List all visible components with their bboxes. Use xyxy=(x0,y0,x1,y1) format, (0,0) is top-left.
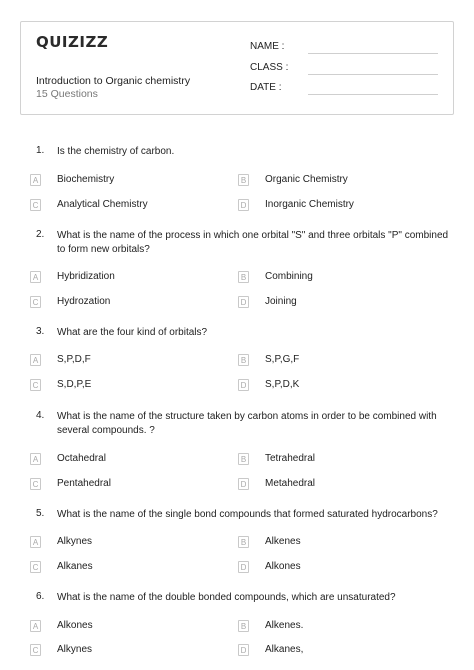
option-text: Octahedral xyxy=(57,453,106,464)
option-letter: B xyxy=(238,271,249,283)
option-text: Alkenes. xyxy=(265,620,304,631)
question-number: 3. xyxy=(36,326,45,337)
option-letter: C xyxy=(30,561,41,573)
option-text: Hybridization xyxy=(57,271,115,282)
option-letter: A xyxy=(30,271,41,283)
option-letter: D xyxy=(238,644,249,656)
option-letter: D xyxy=(238,296,249,308)
question-text: What is the name of the process in which one orbital "S" and three orbitals "P" combined to form new orbitals? xyxy=(57,230,449,255)
option-text: S,D,P,E xyxy=(57,379,92,390)
option-text: Joining xyxy=(265,296,297,307)
option-text: Hydrozation xyxy=(57,296,111,307)
option-letter: C xyxy=(30,296,41,308)
name-label: NAME : xyxy=(250,41,285,52)
option-letter: B xyxy=(238,453,249,465)
question-text: Is the chemistry of carbon. xyxy=(57,146,175,157)
option-text: Alkanes xyxy=(57,561,93,572)
option-letter: A xyxy=(30,536,41,548)
option-letter: A xyxy=(30,174,41,186)
option-text: Alkones xyxy=(265,561,301,572)
option-letter: D xyxy=(238,561,249,573)
option-letter: A xyxy=(30,453,41,465)
name-line xyxy=(308,53,438,54)
question-number: 4. xyxy=(36,410,45,421)
class-label: CLASS : xyxy=(250,62,289,73)
option-letter: D xyxy=(238,199,249,211)
option-text: S,P,D,F xyxy=(57,354,91,365)
option-letter: C xyxy=(30,379,41,391)
option-letter: C xyxy=(30,199,41,211)
date-line xyxy=(308,94,438,95)
option-letter: A xyxy=(30,354,41,366)
question-number: 5. xyxy=(36,508,45,519)
option-text: Alkynes xyxy=(57,536,93,547)
option-letter: C xyxy=(30,478,41,490)
question-number: 6. xyxy=(36,591,45,602)
date-label: DATE : xyxy=(250,82,282,93)
option-text: S,P,G,F xyxy=(265,354,300,365)
question-text: What is the name of the double bonded compounds, which are unsaturated? xyxy=(57,592,396,603)
option-text: Combining xyxy=(265,271,313,282)
option-text: Alkynes xyxy=(57,644,93,655)
option-text: Analytical Chemistry xyxy=(57,199,148,210)
option-text: Alkones xyxy=(57,620,93,631)
question-count: 15 Questions xyxy=(36,88,98,100)
question-text: What is the name of the structure taken by carbon atoms in order to be combined with several compounds. ? xyxy=(57,411,437,436)
option-text: Metahedral xyxy=(265,478,316,489)
option-text: Alkenes xyxy=(265,536,301,547)
class-line xyxy=(308,74,438,75)
option-letter: D xyxy=(238,478,249,490)
option-letter: B xyxy=(238,354,249,366)
question-text: What are the four kind of orbitals? xyxy=(57,327,208,338)
option-text: Organic Chemistry xyxy=(265,174,348,185)
option-letter: B xyxy=(238,536,249,548)
worksheet-title: Introduction to Organic chemistry xyxy=(36,75,191,87)
option-text: Pentahedral xyxy=(57,478,111,489)
option-letter: B xyxy=(238,174,249,186)
option-text: Inorganic Chemistry xyxy=(265,199,354,210)
quizizz-logo: QUIZIZZ xyxy=(36,33,109,51)
option-text: Tetrahedral xyxy=(265,453,316,464)
option-letter: C xyxy=(30,644,41,656)
option-letter: D xyxy=(238,379,249,391)
question-number: 1. xyxy=(36,145,45,156)
question-number: 2. xyxy=(36,229,45,240)
option-letter: A xyxy=(30,620,41,632)
option-text: Biochemistry xyxy=(57,174,115,185)
worksheet-header xyxy=(20,21,454,115)
option-text: S,P,D,K xyxy=(265,379,300,390)
option-text: Alkanes, xyxy=(265,644,304,655)
question-text: What is the name of the single bond compounds that formed saturated hydrocarbons? xyxy=(57,509,438,520)
option-letter: B xyxy=(238,620,249,632)
